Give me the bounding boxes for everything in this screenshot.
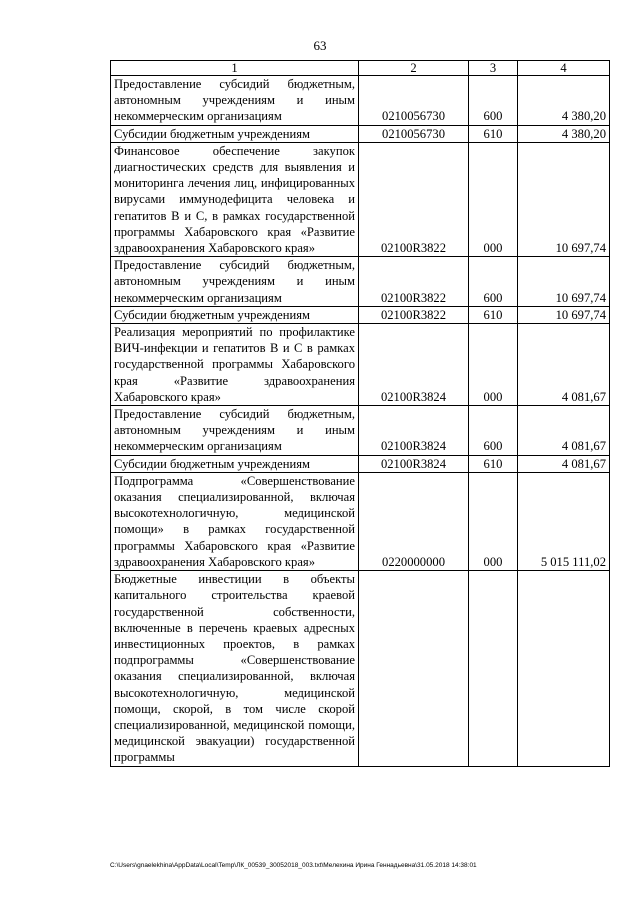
table-row: [111, 406, 610, 456]
column-header-4: 4: [518, 61, 610, 76]
table-row: [111, 571, 610, 766]
row-name: Субсидии бюджетным учреждениям: [111, 125, 359, 142]
row-type: 600: [469, 76, 518, 126]
row-name: Реализация мероприятий по профилактике ВИЧ-инфекции и гепатитов В и С в рамках государственной программы Хабаровского края «Развитие здравоохранения Хабаровского края»: [111, 324, 359, 406]
row-amount: 10 697,74: [518, 306, 610, 323]
row-type: 000: [469, 472, 518, 570]
row-type: 610: [469, 455, 518, 472]
row-amount: 4 380,20: [518, 76, 610, 126]
row-code: 0220000000: [359, 472, 469, 570]
row-code: 02100R3824: [359, 455, 469, 472]
page-number: 63: [313, 38, 327, 53]
row-type: 000: [469, 142, 518, 256]
table-row: [111, 455, 610, 472]
column-header-2: 2: [359, 61, 469, 76]
row-code: 02100R3822: [359, 142, 469, 256]
table-row: [111, 306, 610, 323]
row-code: 02100R3824: [359, 324, 469, 406]
row-code: 02100R3822: [359, 306, 469, 323]
row-code: 02100R3824: [359, 406, 469, 456]
table-row: [111, 76, 610, 126]
row-name: Предоставление субсидий бюджетным, автономным учреждениям и иным некоммерческим организациям: [111, 406, 359, 456]
row-name: Субсидии бюджетным учреждениям: [111, 455, 359, 472]
row-amount: 4 081,67: [518, 455, 610, 472]
row-code: 0210056730: [359, 125, 469, 142]
column-header-1: 1: [111, 61, 359, 76]
row-name: Предоставление субсидий бюджетным, автономным учреждениям и иным некоммерческим организациям: [111, 257, 359, 307]
row-type: 600: [469, 406, 518, 456]
table-row: [111, 324, 610, 406]
row-code: 02100R3822: [359, 257, 469, 307]
file-path-footer: C:\Users\gnaelekhina\AppData\Local\Temp\ЛК_00539_30052018_003.txt\Мелехина Ирина Геннадьевна\31.05.2018 14:38:01: [110, 862, 477, 869]
row-type: 600: [469, 257, 518, 307]
row-name: Подпрограмма «Совершенствование оказания специализированной, включая высокотехнологичную, медицинской помощи» в рамках государственной программы Хабаровского края «Развитие здравоохранения Хабаровского края»: [111, 472, 359, 570]
table-row: [111, 257, 610, 307]
row-type: 610: [469, 125, 518, 142]
row-type: 610: [469, 306, 518, 323]
table-header-row: [111, 61, 610, 76]
row-amount: 5 015 111,02: [518, 472, 610, 570]
row-amount: 4 081,67: [518, 324, 610, 406]
table-row: [111, 142, 610, 256]
row-amount: 10 697,74: [518, 257, 610, 307]
table-row: [111, 125, 610, 142]
column-header-3: 3: [469, 61, 518, 76]
row-type: [469, 571, 518, 766]
row-amount: [518, 571, 610, 766]
budget-table: [110, 60, 610, 767]
row-amount: 4 380,20: [518, 125, 610, 142]
row-name: Финансовое обеспечение закупок диагностических средств для выявления и мониторинга лечения лиц, инфицированных вирусами иммунодефицита человека и гепатитов В и С, в рамках государственной программы Хабаровского края «Развитие здравоохранения Хабаровского края»: [111, 142, 359, 256]
row-amount: 4 081,67: [518, 406, 610, 456]
row-code: [359, 571, 469, 766]
row-code: 0210056730: [359, 76, 469, 126]
row-name: Субсидии бюджетным учреждениям: [111, 306, 359, 323]
row-amount: 10 697,74: [518, 142, 610, 256]
row-name: Предоставление субсидий бюджетным, автономным учреждениям и иным некоммерческим организациям: [111, 76, 359, 126]
row-type: 000: [469, 324, 518, 406]
table-row: [111, 472, 610, 570]
row-name: Бюджетные инвестиции в объекты капитального строительства краевой государственной собственности, включенные в перечень краевых адресных инвестиционных проектов, в рамках подпрограммы «Совершенствование оказания специализированной, включая высокотехнологичную, медицинской помощи, скорой, в том числе скорой специализированной, медицинской помощи, медицинской эвакуации) государственной программы: [111, 571, 359, 766]
